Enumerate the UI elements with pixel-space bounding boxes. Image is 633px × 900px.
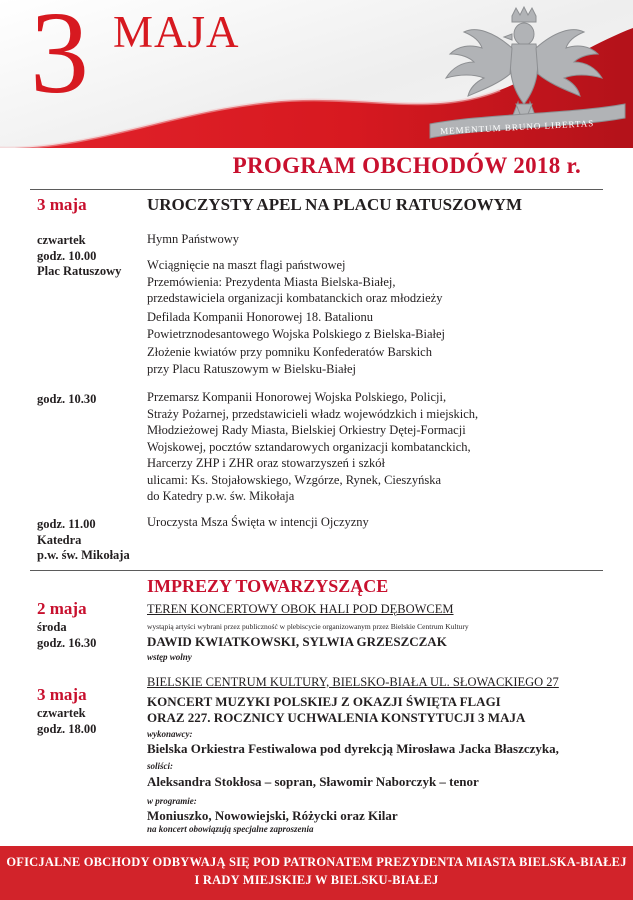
event1-note: wystąpią artyści wybrani przez publiczność w plebiscycie organizowanym przez Bielskie Centrum Kultury bbox=[147, 622, 469, 631]
divider-top bbox=[30, 189, 603, 190]
left-place: Katedra bbox=[37, 532, 82, 547]
item-line: Młodzieżowej Rady Miasta, Bielskiej Orkiestry Dętej-Formacji bbox=[147, 423, 466, 437]
program-title: PROGRAM OBCHODÓW 2018 r. bbox=[232, 153, 581, 178]
event2-performers-label: wykonawcy: bbox=[147, 729, 193, 739]
events-heading: IMPREZY TOWARZYSZĄCE bbox=[147, 576, 389, 596]
item-line: Defilada Kompanii Honorowej 18. Batalionu bbox=[147, 310, 373, 324]
left-time: godz. 11.00 bbox=[37, 517, 96, 531]
event2-soloists: Aleksandra Stokłosa – sopran, Sławomir Naborczyk – tenor bbox=[147, 774, 479, 789]
item-line: przedstawiciela organizacji kombatanckich oraz młodzieży bbox=[147, 291, 443, 305]
item-line: Uroczysta Msza Święta w intencji Ojczyzny bbox=[147, 515, 369, 529]
maja-word: MAJA bbox=[113, 7, 240, 57]
left-block-2 bbox=[37, 392, 96, 408]
event2-title-1: KONCERT MUZYKI POLSKIEJ Z OKAZJI ŚWIĘTA FLAGI bbox=[147, 694, 501, 709]
item-line: przy Placu Ratuszowym w Bielsku-Białej bbox=[147, 361, 356, 376]
footer-line-1: OFICJALNE OBCHODY ODBYWAJĄ SIĘ POD PATRONATEM PREZYDENTA MIASTA BIELSKA-BIAŁEJ bbox=[6, 855, 627, 869]
left-place: Plac Ratuszowy bbox=[37, 264, 122, 278]
left-time: godz. 10.30 bbox=[37, 392, 97, 406]
event2-performers: Bielska Orkiestra Festiwalowa pod dyrekcją Mirosława Jacka Błaszczyka, bbox=[147, 741, 559, 756]
item-flowers bbox=[147, 344, 587, 377]
item-march bbox=[147, 389, 587, 505]
event2-day: czwartek bbox=[37, 706, 86, 720]
item-line: Hymn Państwowy bbox=[147, 232, 240, 246]
item-line: Wojskowej, pocztów sztandarowych organizacji kombatanckich, bbox=[147, 439, 471, 454]
item-anthem bbox=[147, 231, 587, 248]
left-block-1 bbox=[37, 233, 121, 280]
item-parade bbox=[147, 309, 587, 342]
left-day: czwartek bbox=[37, 233, 86, 247]
event2-invite: na koncert obowiązują specjalne zaproszenia bbox=[147, 824, 314, 834]
main-date: 3 maja bbox=[37, 195, 87, 214]
item-line: Straży Pożarnej, przedstawicieli władz wojewódzkich i miejskich, bbox=[147, 406, 479, 421]
item-line: Złożenie kwiatów przy pomniku Konfederatów Barskich bbox=[147, 345, 432, 359]
left-time: godz. 10.00 bbox=[37, 248, 97, 263]
divider-middle bbox=[30, 570, 603, 571]
event1-day: środa bbox=[37, 620, 67, 634]
item-flag-speeches bbox=[147, 257, 587, 307]
footer-banner bbox=[0, 846, 633, 900]
left-place: p.w. św. Mikołaja bbox=[37, 548, 130, 562]
footer-line-2: I RADY MIEJSKIEJ W BIELSKU-BIAŁEJ bbox=[194, 873, 439, 887]
left-block-3 bbox=[37, 517, 130, 564]
event1-performers: DAWID KWIATKOWSKI, SYLWIA GRZESZCZAK bbox=[147, 634, 447, 649]
event1-date: 2 maja bbox=[37, 599, 87, 618]
big-number-3: 3 bbox=[30, 0, 89, 118]
main-heading: UROCZYSTY APEL NA PLACU RATUSZOWYM bbox=[147, 195, 522, 214]
event2-title-2: ORAZ 227. ROCZNICY UCHWALENIA KONSTYTUCJI 3 MAJA bbox=[147, 710, 526, 725]
event1-time: godz. 16.30 bbox=[37, 635, 97, 650]
item-line: Wciągnięcie na maszt flagi państwowej bbox=[147, 258, 346, 272]
event2-program: Moniuszko, Nowowiejski, Różycki oraz Kilar bbox=[147, 808, 398, 823]
item-line: Harcerzy ZHP i ZHR oraz stowarzyszeń i szkół bbox=[147, 456, 385, 470]
event2-time: godz. 18.00 bbox=[37, 721, 97, 736]
item-line: ulicami: Ks. Stojałowskiego, Wzgórze, Rynek, Cieszyńska bbox=[147, 472, 442, 487]
event2-date: 3 maja bbox=[37, 685, 87, 704]
event1-left bbox=[37, 620, 96, 651]
event2-left bbox=[37, 706, 96, 737]
item-line: Przemarsz Kompanii Honorowej Wojska Polskiego, Policji, bbox=[147, 390, 447, 404]
event2-venue: BIELSKIE CENTRUM KULTURY, BIELSKO-BIAŁA UL. SŁOWACKIEGO 27 bbox=[147, 675, 559, 689]
event1-venue: TEREN KONCERTOWY OBOK HALI POD DĘBOWCEM bbox=[147, 602, 454, 616]
ribbon-motto: MEMENTUM BRUNO LIBERTAS bbox=[439, 118, 595, 137]
event1-entry: wstęp wolny bbox=[147, 652, 192, 662]
item-line: Przemówienia: Prezydenta Miasta Bielska-Białej, bbox=[147, 274, 396, 289]
item-line: Powietrznodesantowego Wojska Polskiego z Bielska-Białej bbox=[147, 326, 446, 341]
eagle-emblem-icon bbox=[420, 6, 630, 141]
item-mass bbox=[147, 514, 587, 531]
event2-soloists-label: soliści: bbox=[147, 761, 173, 771]
item-line: do Katedry p.w. św. Mikołaja bbox=[147, 489, 295, 503]
event2-program-label: w programie: bbox=[147, 796, 197, 806]
